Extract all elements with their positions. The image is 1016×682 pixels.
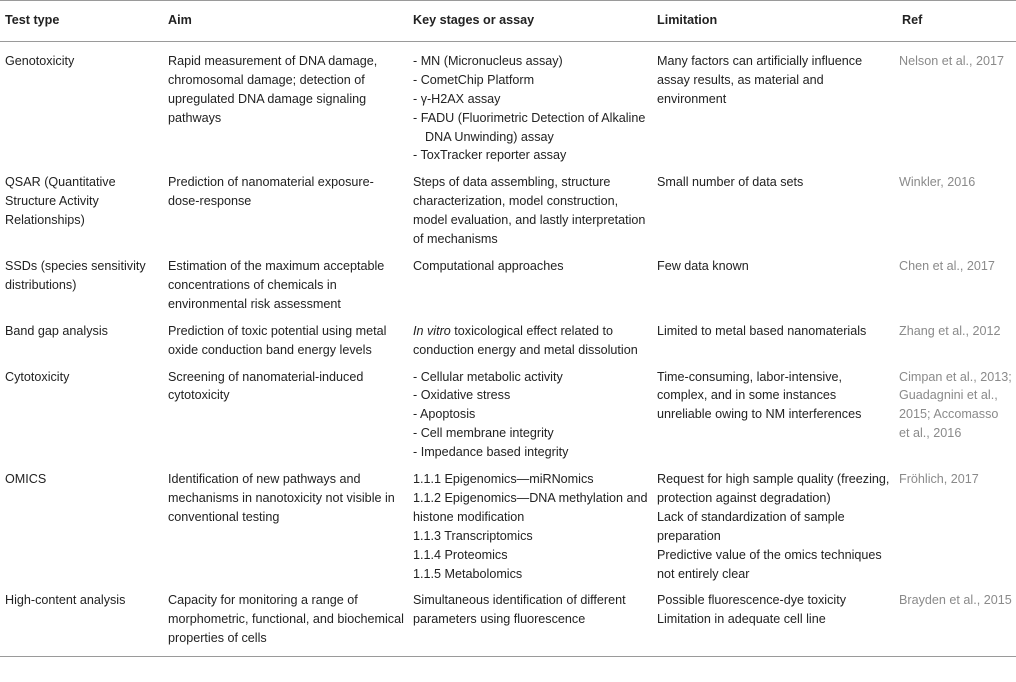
cell-limitation — [652, 586, 897, 656]
stage-item: toxicological effect related to conduction energy and metal dissolution — [413, 323, 638, 357]
cell-test-type: SSDs (species sensitivity distributions) — [5, 258, 146, 292]
cell-test-type: Genotoxicity — [5, 53, 75, 68]
header-test-type: Test type — [0, 1, 163, 42]
cell-ref: Cimpan et al., 2013; Guadagnini et al., 2015; Accomasso et al., 2016 — [899, 369, 1012, 441]
cell-stages — [408, 586, 652, 656]
cell-aim: Screening of nanomaterial-induced cytotoxicity — [168, 369, 364, 403]
cell-aim: Prediction of toxic potential using metal oxide conduction band energy levels — [168, 323, 387, 357]
cell-ref: Brayden et al., 2015 — [897, 586, 1016, 656]
stage-item: 1.1.4 Proteomics — [413, 547, 508, 562]
cell-test-type: OMICS — [5, 472, 47, 487]
table-row — [0, 317, 1016, 363]
stage-item: Computational approaches — [413, 258, 564, 273]
cell-ref: Winkler, 2016 — [899, 175, 976, 190]
cell-ref: Nelson et al., 2017 — [899, 53, 1005, 68]
cell-limitation — [652, 168, 897, 252]
stage-item: Steps of data assembling, structure characterization, model construction, model evaluation, and lastly interpretation of mechanisms — [413, 175, 646, 247]
cell-stages — [408, 252, 652, 317]
stage-item: - FADU (Fluorimetric Detection of Alkaline DNA Unwinding) assay — [413, 110, 646, 144]
stage-item: - MN (Micronucleus assay) — [413, 53, 563, 68]
stage-item: - γ-H2AX assay — [413, 91, 501, 106]
table-row — [0, 252, 1016, 317]
cell-limitation — [652, 363, 897, 466]
cell-ref: Zhang et al., 2012 — [899, 323, 1001, 338]
table-row — [0, 465, 1016, 586]
table-row — [0, 41, 1016, 168]
cell-limitation — [652, 465, 897, 586]
cell-stages — [408, 317, 652, 363]
cell-stages — [408, 363, 652, 466]
cell-ref: Chen et al., 2017 — [899, 258, 995, 273]
cell-stages — [408, 41, 652, 168]
stage-item: 1.1.1 Epigenomics—miRNomics — [413, 472, 594, 487]
limitation-item: Few data known — [657, 258, 749, 273]
limitation-item: Lack of standardization of sample preparation — [657, 509, 845, 543]
cell-test-type: Band gap analysis — [5, 323, 108, 338]
table-row — [0, 168, 1016, 252]
table-row — [0, 586, 1016, 656]
stage-item: 1.1.2 Epigenomics—DNA methylation and histone modification — [413, 490, 648, 524]
stage-item: 1.1.3 Transcriptomics — [413, 528, 533, 543]
stage-item: - Oxidative stress — [413, 388, 511, 403]
cell-test-type: QSAR (Quantitative Structure Activity Relationships) — [5, 175, 116, 228]
header-aim: Aim — [163, 1, 408, 42]
cell-aim: Estimation of the maximum acceptable concentrations of chemicals in environmental risk assessment — [168, 258, 385, 311]
cell-stages — [408, 465, 652, 586]
cell-limitation — [652, 317, 897, 363]
stage-item: - ToxTracker reporter assay — [413, 148, 567, 163]
cell-ref: Fröhlich, 2017 — [899, 472, 979, 487]
limitation-item: Request for high sample quality (freezing, protection against degradation) — [657, 472, 890, 505]
cell-aim: Capacity for monitoring a range of morphometric, functional, and biochemical properties of cells — [163, 586, 408, 656]
header-key-stages: Key stages or assay — [408, 1, 652, 42]
stage-item: 1.1.5 Metabolomics — [413, 566, 523, 581]
limitation-item: Possible fluorescence-dye toxicity — [657, 593, 846, 608]
limitation-item: Limitation in adequate cell line — [657, 612, 826, 627]
cell-aim: Identification of new pathways and mechanisms in nanotoxicity not visible in conventional testing — [168, 472, 395, 524]
table-header-row — [0, 1, 1016, 42]
stage-item: - Impedance based integrity — [413, 445, 569, 460]
header-ref: Ref — [897, 1, 1016, 42]
limitation-item: Time-consuming, labor-intensive, complex, and in some instances unreliable owing to NM interferences — [657, 369, 862, 422]
limitation-item: Small number of data sets — [657, 175, 804, 190]
cell-aim: Prediction of nanomaterial exposure-dose-response — [168, 175, 374, 209]
cell-stages — [408, 168, 652, 252]
stage-item: Simultaneous identification of different parameters using fluorescence — [413, 593, 626, 627]
cell-aim: Rapid measurement of DNA damage, chromosomal damage; detection of upregulated DNA damage signaling pathways — [168, 53, 378, 125]
stage-item: - CometChip Platform — [413, 72, 535, 87]
stage-item: - Cell membrane integrity — [413, 426, 554, 441]
cell-limitation — [652, 252, 897, 317]
cell-test-type: Cytotoxicity — [5, 369, 70, 384]
stage-item: - Apoptosis — [413, 407, 476, 422]
cell-limitation — [652, 41, 897, 168]
table-row — [0, 363, 1016, 466]
limitation-item: Limited to metal based nanomaterials — [657, 323, 867, 338]
header-limitation: Limitation — [652, 1, 897, 42]
limitation-item: Predictive value of the omics techniques not entirely clear — [657, 547, 882, 581]
limitation-item: Many factors can artificially influence assay results, as material and environment — [657, 53, 863, 106]
stage-italic-prefix: In vitro — [413, 323, 451, 338]
cell-test-type: High-content analysis — [0, 586, 163, 656]
stage-item: - Cellular metabolic activity — [413, 369, 563, 384]
